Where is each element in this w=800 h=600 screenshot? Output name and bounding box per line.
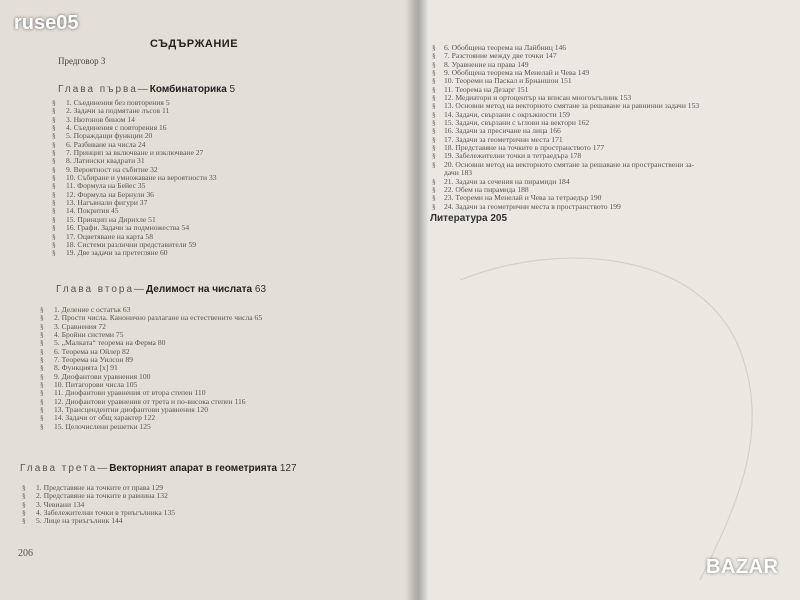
- toc-entry-text: 6. Теорема на Ойлер 82: [54, 347, 130, 356]
- section-sign: §: [52, 132, 56, 141]
- toc-entry-text: 8. Уравнение на права 149: [444, 60, 529, 69]
- toc-entry-text: 11. Формула на Бейес 35: [66, 182, 146, 191]
- toc-entry: [432, 152, 792, 160]
- toc-entry: [40, 348, 262, 356]
- section-sign: §: [432, 85, 436, 94]
- toc-entry: [40, 323, 262, 331]
- toc-entry-text: 4. Бройни системи 75: [54, 331, 124, 340]
- toc-entry-text: дачи 183: [444, 169, 473, 178]
- toc-entry-text: 10. Събиране и умножаване на вероятности 33: [66, 174, 217, 183]
- section-sign: §: [40, 314, 44, 323]
- toc-entry: [52, 199, 217, 207]
- section-sign: §: [40, 347, 44, 356]
- chapter-1-page: 5: [229, 84, 236, 95]
- preface-entry: Предговор 3: [58, 56, 106, 66]
- section-sign: §: [432, 52, 436, 61]
- section-sign: §: [52, 165, 56, 174]
- toc-entry: [52, 224, 217, 232]
- section-sign: §: [40, 322, 44, 331]
- section-sign: §: [40, 331, 44, 340]
- toc-entry: [52, 249, 217, 257]
- section-sign: §: [52, 174, 56, 183]
- toc-entry: [22, 484, 175, 492]
- toc-entry-text: 18. Системи различни представители 59: [66, 240, 197, 249]
- toc-entry: [22, 501, 175, 509]
- toc-entry-text: 11. Диофантови уравнения от втора степен 110: [54, 389, 206, 398]
- section-sign: §: [432, 94, 436, 103]
- section-sign: §: [40, 381, 44, 390]
- toc-entry-text: 19. Забележителни точки в тетраедъра 178: [444, 152, 582, 161]
- toc-entry-text: 15. Задачи, свързани с ъглови на вектори 162: [444, 119, 590, 128]
- section-sign: §: [432, 185, 436, 194]
- toc-entry: [52, 166, 217, 174]
- toc-entry-text: 6. Разбиване на числа 24: [66, 140, 146, 149]
- toc-entry-text: 7. Принцип за включване и изключване 27: [66, 149, 204, 158]
- toc-entry: [52, 116, 217, 124]
- toc-entry: [52, 141, 217, 149]
- section-sign: §: [432, 144, 436, 153]
- section-sign: §: [40, 406, 44, 415]
- toc-entry-text: 6. Обобщена теорема на Лайбниц 146: [444, 44, 567, 52]
- section-sign: §: [52, 149, 56, 158]
- toc-entry: [52, 182, 217, 190]
- chapter-2-prefix: Глава втора—: [56, 284, 147, 295]
- chapter-2-entries: [40, 306, 262, 431]
- toc-entry-text: 12. Формула на Бернули 36: [66, 190, 154, 199]
- section-sign: §: [432, 202, 436, 211]
- toc-entry: [432, 86, 792, 94]
- toc-entry: [22, 509, 175, 517]
- section-sign: §: [22, 484, 26, 492]
- section-sign: §: [40, 389, 44, 398]
- chapter-3-heading: [20, 463, 297, 474]
- toc-entry-text: 2. Задачи за подмятане лъсов 11: [66, 107, 170, 116]
- section-sign: §: [22, 509, 26, 518]
- section-sign: §: [432, 160, 436, 169]
- toc-entry: [52, 216, 217, 224]
- section-sign: §: [432, 177, 436, 186]
- toc-entry-text: 3. Нютонов бином 14: [66, 115, 135, 124]
- section-sign: §: [52, 240, 56, 249]
- toc-entry: [40, 364, 262, 372]
- toc-entry: [40, 356, 262, 364]
- toc-entry-text: 16. Задачи за пресичане на лица 166: [444, 127, 561, 136]
- toc-entry: [432, 52, 792, 60]
- toc-entry-text: 1. Представяне на точките от права 129: [36, 484, 164, 492]
- section-sign: §: [432, 69, 436, 78]
- toc-entry: [432, 161, 792, 169]
- toc-entry-text: 12. Диофантови уравнения от трета и по-висока степен 116: [54, 397, 246, 406]
- book-gutter: [405, 0, 429, 600]
- toc-entry-text: 10. Питагорови числа 105: [54, 381, 138, 390]
- toc-entry-text: 12. Медиатори и ортоцентър на вписан многоъгълник 153: [444, 94, 632, 103]
- toc-entry-text: 7. Разстояние между две точки 147: [444, 52, 557, 61]
- section-sign: §: [22, 492, 26, 501]
- toc-entry: [52, 107, 217, 115]
- toc-entry-text: 14. Покрития 45: [66, 207, 119, 216]
- toc-entry-text: 4. Забележителни точки в триъгълника 135: [36, 509, 176, 518]
- section-sign: §: [52, 232, 56, 241]
- toc-entry-text: 21. Задачи за сечения на пирамиди 184: [444, 177, 570, 186]
- toc-entry-text: 1. Деление с остатък 63: [54, 306, 131, 314]
- toc-entry-text: 13. Нагъвнали фигури 37: [66, 199, 148, 208]
- toc-entry: [52, 241, 217, 249]
- toc-entry-text: 23. Теореми на Менелай и Чева за тетраедър 190: [444, 194, 602, 203]
- page-number: 206: [18, 548, 33, 559]
- section-sign: §: [22, 500, 26, 509]
- bazar-logo: BAZAR: [706, 556, 779, 578]
- toc-entry-text: 9. Диофантови уравнения 100: [54, 372, 151, 381]
- chapter-3-page: 127: [279, 463, 297, 474]
- toc-entry-text: 15. Принцип на Дирихле 51: [66, 215, 156, 224]
- chapter-3-name: Векторният апарат в геометрията: [109, 463, 278, 474]
- section-sign: §: [40, 339, 44, 348]
- section-sign: §: [40, 306, 44, 314]
- chapter-3-entries: [22, 484, 175, 526]
- chapter-2-name: Делимост на числата: [146, 284, 253, 295]
- section-sign: §: [40, 422, 44, 431]
- section-sign: §: [432, 44, 436, 52]
- toc-entry: [432, 186, 792, 194]
- section-sign: §: [432, 119, 436, 128]
- seller-watermark: ruse05: [14, 12, 79, 34]
- chapter-1-prefix: Глава първа—: [58, 84, 150, 95]
- toc-entry-text: 24. Задачи за геометрични места в пространството 199: [444, 202, 621, 211]
- toc-entry: [432, 136, 792, 144]
- toc-entry: [432, 144, 792, 152]
- toc-entry-text: 17. Оцветяване на карта 58: [66, 232, 153, 241]
- chapter-3-prefix: Глава трета—: [20, 463, 110, 474]
- toc-entry: [40, 331, 262, 339]
- toc-entry-text: 5. Пораждащи функции 20: [66, 132, 153, 141]
- toc-entry: [40, 373, 262, 381]
- toc-entry: [52, 174, 217, 182]
- section-sign: §: [40, 356, 44, 365]
- toc-entry: [40, 306, 262, 314]
- toc-entry-text: 1. Съединения без повторения 5: [66, 99, 170, 107]
- section-sign: §: [52, 115, 56, 124]
- section-sign: §: [22, 517, 26, 526]
- toc-entry-text: 7. Теорема на Уилсон 89: [54, 356, 133, 365]
- section-sign: §: [52, 190, 56, 199]
- section-sign: §: [52, 215, 56, 224]
- chapter-1-name: Комбинаторика: [149, 84, 227, 95]
- toc-entry: [432, 44, 792, 52]
- toc-entry: [40, 406, 262, 414]
- section-sign: §: [52, 157, 56, 166]
- toc-entry-text: 13. Трансцендентни диофантови уравнения 120: [54, 406, 209, 415]
- toc-entry: [52, 132, 217, 140]
- toc-entry: [432, 111, 792, 119]
- literature-entry: Литература 205: [430, 213, 508, 224]
- toc-entry: [432, 178, 792, 186]
- section-sign: §: [432, 102, 436, 111]
- toc-entry-text: 8. Функцията [x] 91: [54, 364, 118, 373]
- section-sign: §: [52, 107, 56, 116]
- toc-entry-text: 22. Обем на пирамида 188: [444, 185, 529, 194]
- section-sign: §: [52, 249, 56, 258]
- toc-entry-text: 8. Латински квадрати 31: [66, 157, 145, 166]
- toc-entry: [52, 124, 217, 132]
- toc-entry: [432, 77, 792, 85]
- toc-entry-text: 5. „Малката“ теорема на Ферма 80: [54, 339, 166, 348]
- toc-entry-text: 2. Представяне на точките в равнина 132: [36, 492, 168, 501]
- toc-entry-text: 2. Прости числа. Канонично разлагане на естествените числа 65: [54, 314, 263, 323]
- toc-entry-text: 4. Съединения с повторения 16: [66, 124, 167, 133]
- toc-entry-text: 13. Основни метод на векторното смятане за решаване на равнинни задачи 153: [444, 102, 700, 111]
- toc-entry: [52, 207, 217, 215]
- toc-entry-text: 19. Две задачи за претегляне 60: [66, 249, 168, 258]
- pencil-mark: [440, 240, 780, 600]
- toc-entry-text: 5. Лице на триъгълник 144: [36, 517, 123, 526]
- section-sign: §: [432, 77, 436, 86]
- toc-entry: [52, 149, 217, 157]
- toc-entry-text: 15. Целочислени решетки 125: [54, 422, 151, 431]
- toc-entry: [432, 61, 792, 69]
- section-sign: §: [52, 199, 56, 208]
- section-sign: §: [40, 372, 44, 381]
- section-sign: §: [432, 194, 436, 203]
- toc-entry-text: 3. Чевиани 134: [36, 500, 85, 509]
- toc-entry-text: 9. Обобщена теорема на Менелай и Чева 149: [444, 69, 590, 78]
- toc-entry: [40, 389, 262, 397]
- toc-entry-text: 10. Теореми на Паскал и Брианшон 151: [444, 77, 572, 86]
- section-sign: §: [432, 127, 436, 136]
- toc-entry: [432, 127, 792, 135]
- toc-entry: [40, 423, 262, 431]
- section-sign: §: [52, 182, 56, 191]
- toc-entry: [432, 69, 792, 77]
- section-sign: §: [40, 364, 44, 373]
- section-sign: §: [52, 99, 56, 107]
- toc-entry: [432, 203, 792, 211]
- section-sign: §: [52, 140, 56, 149]
- toc-entry-text: 3. Сравнения 72: [54, 322, 106, 331]
- section-sign: §: [432, 110, 436, 119]
- toc-entry: [52, 233, 217, 241]
- section-sign: §: [432, 60, 436, 69]
- right-page-entries: [432, 44, 792, 211]
- toc-entry: [432, 94, 792, 102]
- toc-title: СЪДЪРЖАНИЕ: [150, 38, 239, 50]
- toc-entry: [22, 517, 175, 525]
- toc-entry-text: 14. Задачи, свързани с окръжности 159: [444, 110, 570, 119]
- toc-entry: [22, 492, 175, 500]
- toc-entry: [432, 102, 792, 110]
- section-sign: §: [432, 152, 436, 161]
- toc-entry-text: 9. Вероятност на събитие 32: [66, 165, 158, 174]
- chapter-1-heading: [58, 84, 235, 95]
- section-sign: §: [52, 124, 56, 133]
- toc-entry: [432, 194, 792, 202]
- section-sign: §: [40, 414, 44, 423]
- toc-entry: [52, 157, 217, 165]
- chapter-2-page: 63: [254, 284, 267, 295]
- section-sign: §: [52, 224, 56, 233]
- toc-entry: [40, 314, 262, 322]
- toc-entry-text: 17. Задачи за геометрични места 171: [444, 135, 563, 144]
- toc-entry: [52, 191, 217, 199]
- toc-entry: [40, 339, 262, 347]
- toc-entry: [432, 119, 792, 127]
- section-sign: §: [52, 207, 56, 216]
- toc-entry: [432, 169, 792, 177]
- section-sign: §: [40, 397, 44, 406]
- toc-entry-text: 20. Основни метод на векторното смятане за решаване на пространствени за-: [444, 160, 695, 169]
- toc-entry-text: 14. Задачи от общ характер 122: [54, 414, 156, 423]
- toc-entry: [40, 381, 262, 389]
- chapter-2-heading: [56, 284, 266, 295]
- section-sign: §: [432, 135, 436, 144]
- toc-entry: [40, 414, 262, 422]
- toc-entry: [52, 99, 217, 107]
- toc-entry-text: 16. Графи. Задачи за подмножества 54: [66, 224, 190, 233]
- toc-entry: [40, 398, 262, 406]
- toc-entry-text: 18. Представяне на точките в пространството 177: [444, 144, 605, 153]
- chapter-1-entries: [52, 99, 217, 258]
- toc-entry-text: 11. Теорема на Дезарг 151: [444, 85, 529, 94]
